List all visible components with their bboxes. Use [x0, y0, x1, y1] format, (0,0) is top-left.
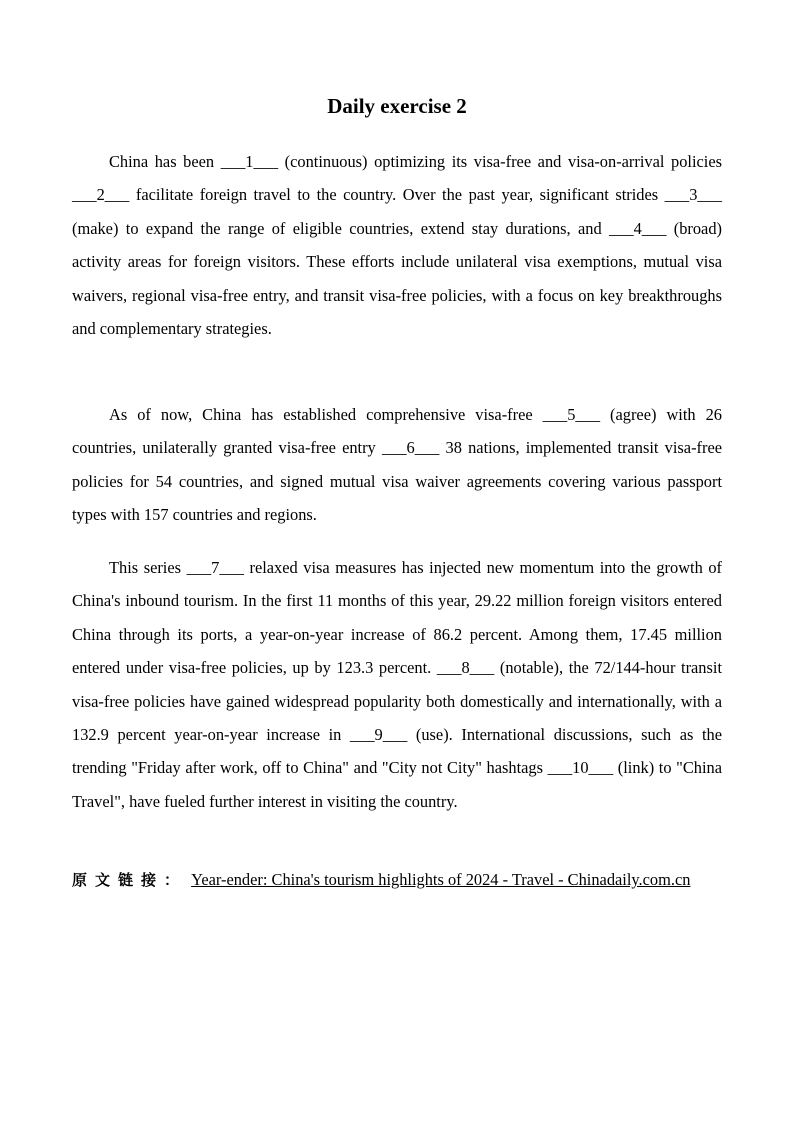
- paragraph-3: This series ___7___ relaxed visa measures has injected new momentum into the growth of China's inbound tourism. In the first 11 months of this year, 29.22 million foreign visitors entered China through its ports, a year-on-year increase of 86.2 percent. Among them, 17.45 million entered under visa-free policies, up by 123.3 percent. ___8___ (notable), the 72/144-hour transit visa-free policies have gained widespread popularity both domestically and internationally, with a 132.9 percent year-on-year increase in ___9___ (use). International discussions, such as the trending "Friday after work, off to China" and "City not City" hashtags ___10___ (link) to "China Travel", have fueled further interest in visiting the country.: [72, 558, 722, 811]
- paragraph-2: As of now, China has established comprehensive visa-free ___5___ (agree) with 26 countries, unilaterally granted visa-free entry ___6___ 38 nations, implemented transit visa-free policies for 54 countries, and signed mutual visa waiver agreements covering various passport types with 157 countries and regions.: [72, 405, 722, 525]
- source-label: 原文链接：: [72, 871, 188, 889]
- paragraph-1: China has been ___1___ (continuous) optimizing its visa-free and visa-on-arrival policies ___2___ facilitate foreign travel to the country. Over the past year, significant strides ___3___ (make) to expand the range of eligible countries, extend stay durations, and ___4___ (broad) activity areas for foreign visitors. These efforts include unilateral visa exemptions, mutual visa waivers, regional visa-free entry, and transit visa-free policies, with a focus on key breakthroughs and complementary strategies.: [72, 152, 722, 339]
- source-link[interactable]: Year-ender: China's tourism highlights of 2024 - Travel - Chinadaily.com.cn: [191, 870, 691, 889]
- page-title: Daily exercise 2: [327, 94, 467, 118]
- source-line: [72, 866, 722, 894]
